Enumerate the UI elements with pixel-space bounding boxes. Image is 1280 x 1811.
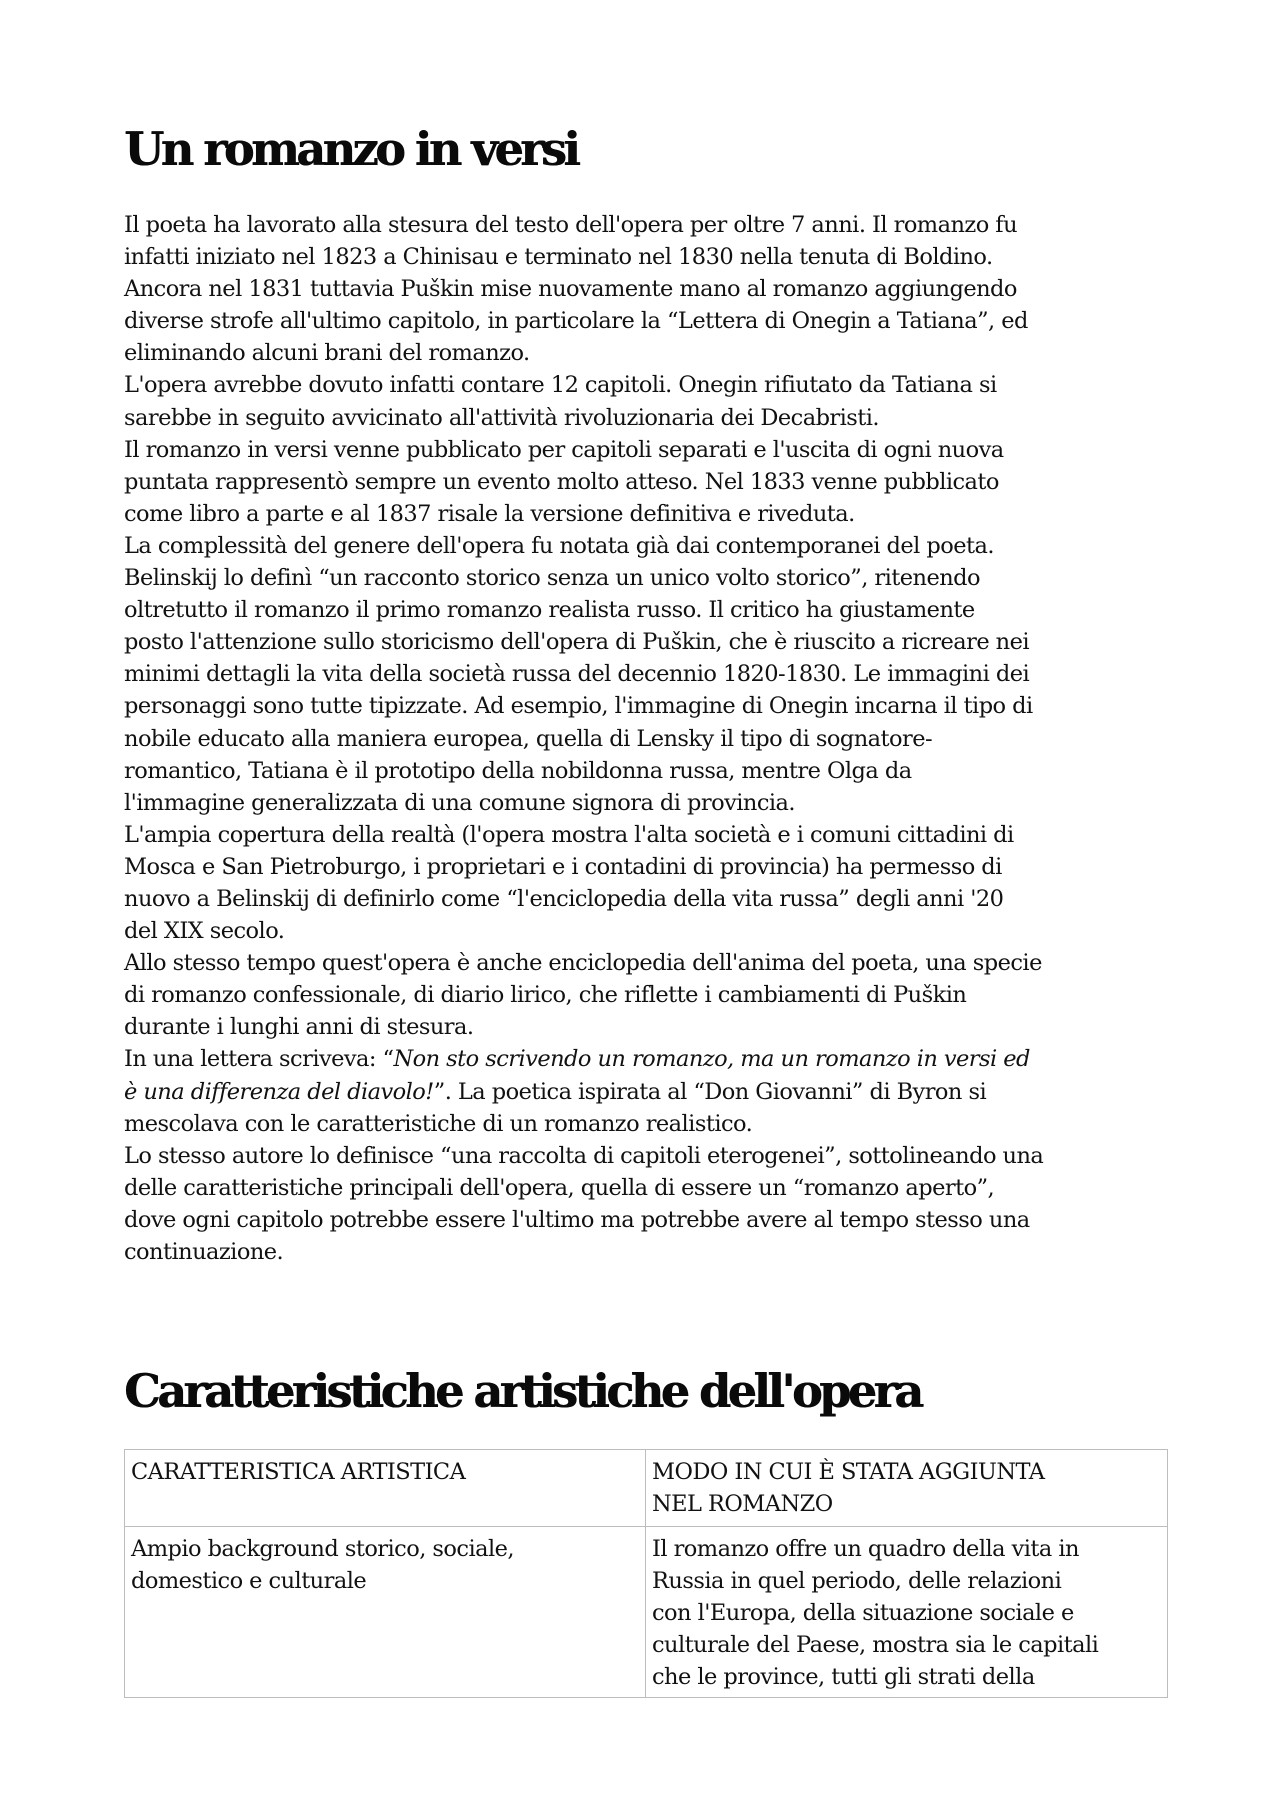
body-line: minimi dettagli la vita della società russa del decennio 1820-1830. Le immagini dei — [124, 661, 1030, 688]
features-table — [124, 1449, 1168, 1698]
letter-quote-italic: Non sto scrivendo un romanzo, ma un romanzo in versi ed — [393, 1046, 1030, 1073]
table-header-cell — [646, 1450, 1168, 1527]
body-line: mescolava con le caratteristiche di un romanzo realistico. — [124, 1110, 753, 1137]
body-line: L'opera avrebbe dovuto infatti contare 12 capitoli. Onegin rifiutato da Tatiana si — [124, 372, 997, 399]
cell-line: NEL ROMANZO — [652, 1491, 833, 1517]
body-line: nuovo a Belinskij di definirlo come “l'enciclopedia della vita russa” degli anni '20 — [124, 885, 1004, 912]
table-header-row — [125, 1450, 1168, 1527]
body-line: come libro a parte e al 1837 risale la versione definitiva e riveduta. — [124, 500, 855, 527]
body-line: Mosca e San Pietroburgo, i proprietari e i contadini di provincia) ha permesso di — [124, 853, 1002, 880]
cell-line: Russia in quel periodo, delle relazioni — [652, 1568, 1062, 1594]
body-line: Allo stesso tempo quest'opera è anche enciclopedia dell'anima del poeta, una specie — [124, 950, 1042, 977]
letter-quote-line-2 — [124, 1076, 1174, 1108]
body-line: l'immagine generalizzata di una comune signora di provincia. — [124, 789, 795, 816]
section-title-un-romanzo-in-versi: Un romanzo in versi — [124, 122, 578, 176]
body-line: Lo stesso autore lo definisce “una raccolta di capitoli eterogenei”, sottolineando una — [124, 1142, 1044, 1169]
cell-line: Ampio background storico, sociale, — [131, 1536, 514, 1562]
table-cell — [125, 1527, 646, 1698]
cell-line: culturale del Paese, mostra sia le capitali — [652, 1632, 1099, 1658]
letter-suffix: ”. La poetica ispirata al “Don Giovanni” di Byron si — [433, 1078, 987, 1105]
body-line: sarebbe in seguito avvicinato all'attività rivoluzionaria dei Decabristi. — [124, 404, 880, 431]
body-line: delle caratteristiche principali dell'opera, quella di essere un “romanzo aperto”, — [124, 1174, 995, 1201]
body-line: posto l'attenzione sullo storicismo dell'opera di Puškin, che è riuscito a ricreare nei — [124, 629, 1030, 656]
cell-line: che le province, tutti gli strati della — [652, 1664, 1035, 1690]
body-line: continuazione. — [124, 1239, 284, 1265]
letter-prefix: In una lettera scriveva: “ — [124, 1046, 394, 1073]
body-line: durante i lunghi anni di stesura. — [124, 1014, 474, 1041]
body-line: dove ogni capitolo potrebbe essere l'ultimo ma potrebbe avere al tempo stesso una — [124, 1206, 1030, 1233]
body-line: L'ampia copertura della realtà (l'opera mostra l'alta società e i comuni cittadini di — [124, 821, 1014, 848]
section-title-caratteristiche-artistiche: Caratteristiche artistiche dell'opera — [124, 1364, 921, 1418]
body-line: Il poeta ha lavorato alla stesura del testo dell'opera per oltre 7 anni. Il romanzo fu — [124, 212, 1018, 238]
letter-quote-line — [124, 1043, 1174, 1075]
table-cell — [646, 1527, 1168, 1698]
table-row — [125, 1527, 1168, 1698]
cell-line: Il romanzo offre un quadro della vita in — [652, 1536, 1079, 1562]
body-line: Ancora nel 1831 tuttavia Puškin mise nuovamente mano al romanzo aggiungendo — [124, 276, 1017, 303]
body-line: eliminando alcuni brani del romanzo. — [124, 340, 530, 367]
body-line: personaggi sono tutte tipizzate. Ad esempio, l'immagine di Onegin incarna il tipo di — [124, 693, 1033, 720]
body-line: romantico, Tatiana è il prototipo della nobildonna russa, mentre Olga da — [124, 757, 912, 784]
letter-quote-italic-2: è una differenza del diavolo! — [124, 1078, 434, 1105]
body-line: infatti iniziato nel 1823 a Chinisau e terminato nel 1830 nella tenuta di Boldino. — [124, 244, 993, 271]
body-line: del XIX secolo. — [124, 918, 285, 945]
table-header-cell — [125, 1450, 646, 1527]
body-line: La complessità del genere dell'opera fu notata già dai contemporanei del poeta. — [124, 532, 994, 559]
body-line: Il romanzo in versi venne pubblicato per capitoli separati e l'uscita di ogni nuova — [124, 436, 1004, 463]
cell-line: con l'Europa, della situazione sociale e — [652, 1600, 1074, 1626]
body-line: oltretutto il romanzo il primo romanzo realista russo. Il critico ha giustamente — [124, 597, 975, 624]
body-line: puntata rappresentò sempre un evento molto atteso. Nel 1833 venne pubblicato — [124, 468, 999, 495]
body-line: Belinskij lo definì “un racconto storico senza un unico volto storico”, ritenendo — [124, 565, 981, 592]
cell-line: domestico e culturale — [131, 1568, 367, 1594]
cell-line: CARATTERISTICA ARTISTICA — [131, 1459, 466, 1485]
body-line: diverse strofe all'ultimo capitolo, in particolare la “Lettera di Onegin a Tatiana”, ed — [124, 308, 1028, 335]
body-line: nobile educato alla maniera europea, quella di Lensky il tipo di sognatore- — [124, 725, 933, 752]
section1-body — [124, 209, 1174, 1268]
body-line: di romanzo confessionale, di diario lirico, che riflette i cambiamenti di Puškin — [124, 982, 967, 1009]
cell-line: MODO IN CUI È STATA AGGIUNTA — [652, 1459, 1045, 1485]
